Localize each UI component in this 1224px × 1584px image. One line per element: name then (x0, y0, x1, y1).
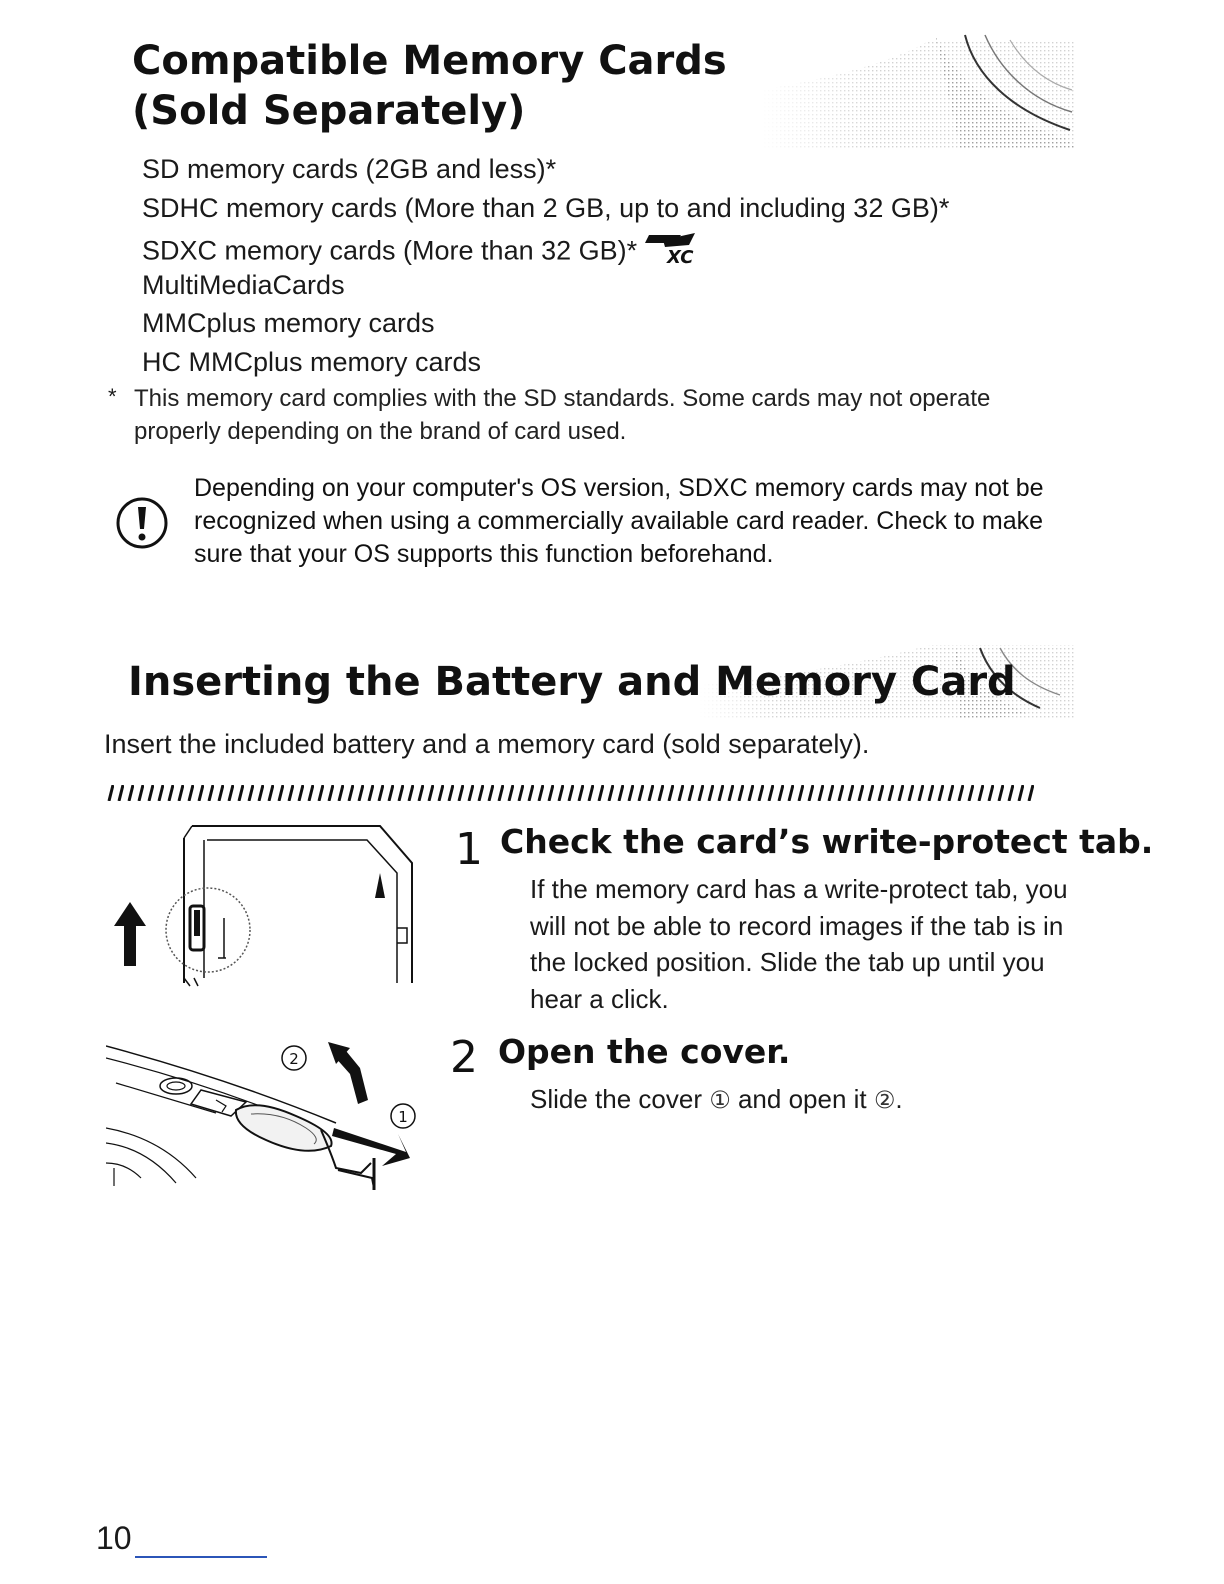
section-title-inserting: Inserting the Battery and Memory Card (128, 659, 1016, 705)
step-body-2-part3: . (895, 1084, 903, 1114)
hatched-divider (104, 785, 1034, 801)
footnote-text: This memory card complies with the SD standards. Some cards may not operate properly depending on the brand of card used. (134, 385, 991, 445)
illustration-marker-2: 2 (289, 1050, 299, 1068)
list-item: HC MMCplus memory cards (142, 346, 482, 377)
caution-text: Depending on your computer's OS version, SDXC memory cards may not be recognized when using a commercially available card reader. Check to make sure that your OS supports this function beforehand. (194, 474, 1044, 568)
page-number-rule (135, 1556, 267, 1558)
section-title-compatible-cards (132, 36, 727, 136)
section-title-line1: Compatible Memory Cards (132, 38, 727, 84)
heading-decoration-icon (760, 30, 1075, 148)
open-cover-illustration (106, 1028, 426, 1200)
list-item: MultiMediaCards (142, 269, 345, 300)
step-body-1: If the memory card has a write-protect tab, you will not be able to record images if the tab is in the locked position. Slide the tab up until you hear a click. (530, 874, 1068, 1014)
step-number-1: 1 (455, 824, 483, 875)
list-item: SD memory cards (2GB and less)* (142, 154, 557, 184)
list-item: SDHC memory cards (More than 2 GB, up to and including 32 GB)* (142, 192, 950, 223)
circled-marker-1: ① (709, 1087, 731, 1114)
list-item-text: SDXC memory cards (More than 32 GB)* (142, 235, 638, 266)
sd-logo-label: XC (667, 247, 694, 267)
step-number-2: 2 (450, 1032, 478, 1083)
section-title-line2: (Sold Separately) (132, 88, 526, 134)
footnote-marker: * (108, 384, 117, 409)
step-title-2: Open the cover. (498, 1032, 791, 1071)
list-item (142, 227, 949, 266)
caution-icon (114, 495, 170, 551)
step-body-2-part2: and open it (737, 1084, 867, 1114)
circled-marker-2: ② (873, 1087, 896, 1114)
step-body-2-part1: Slide the cover (530, 1084, 702, 1114)
section-intro: Insert the included battery and a memory card (sold separately). (104, 729, 870, 759)
sdxc-logo-icon (641, 227, 703, 278)
step-title-1: Check the card’s write-protect tab. (500, 822, 1154, 861)
write-protect-tab-illustration (112, 818, 422, 998)
compatible-card-list (142, 150, 949, 381)
illustration-marker-1: 1 (398, 1108, 408, 1126)
page-number: 10 (96, 1520, 132, 1556)
list-item: MMCplus memory cards (142, 308, 435, 338)
step-body-2 (530, 1081, 1070, 1120)
